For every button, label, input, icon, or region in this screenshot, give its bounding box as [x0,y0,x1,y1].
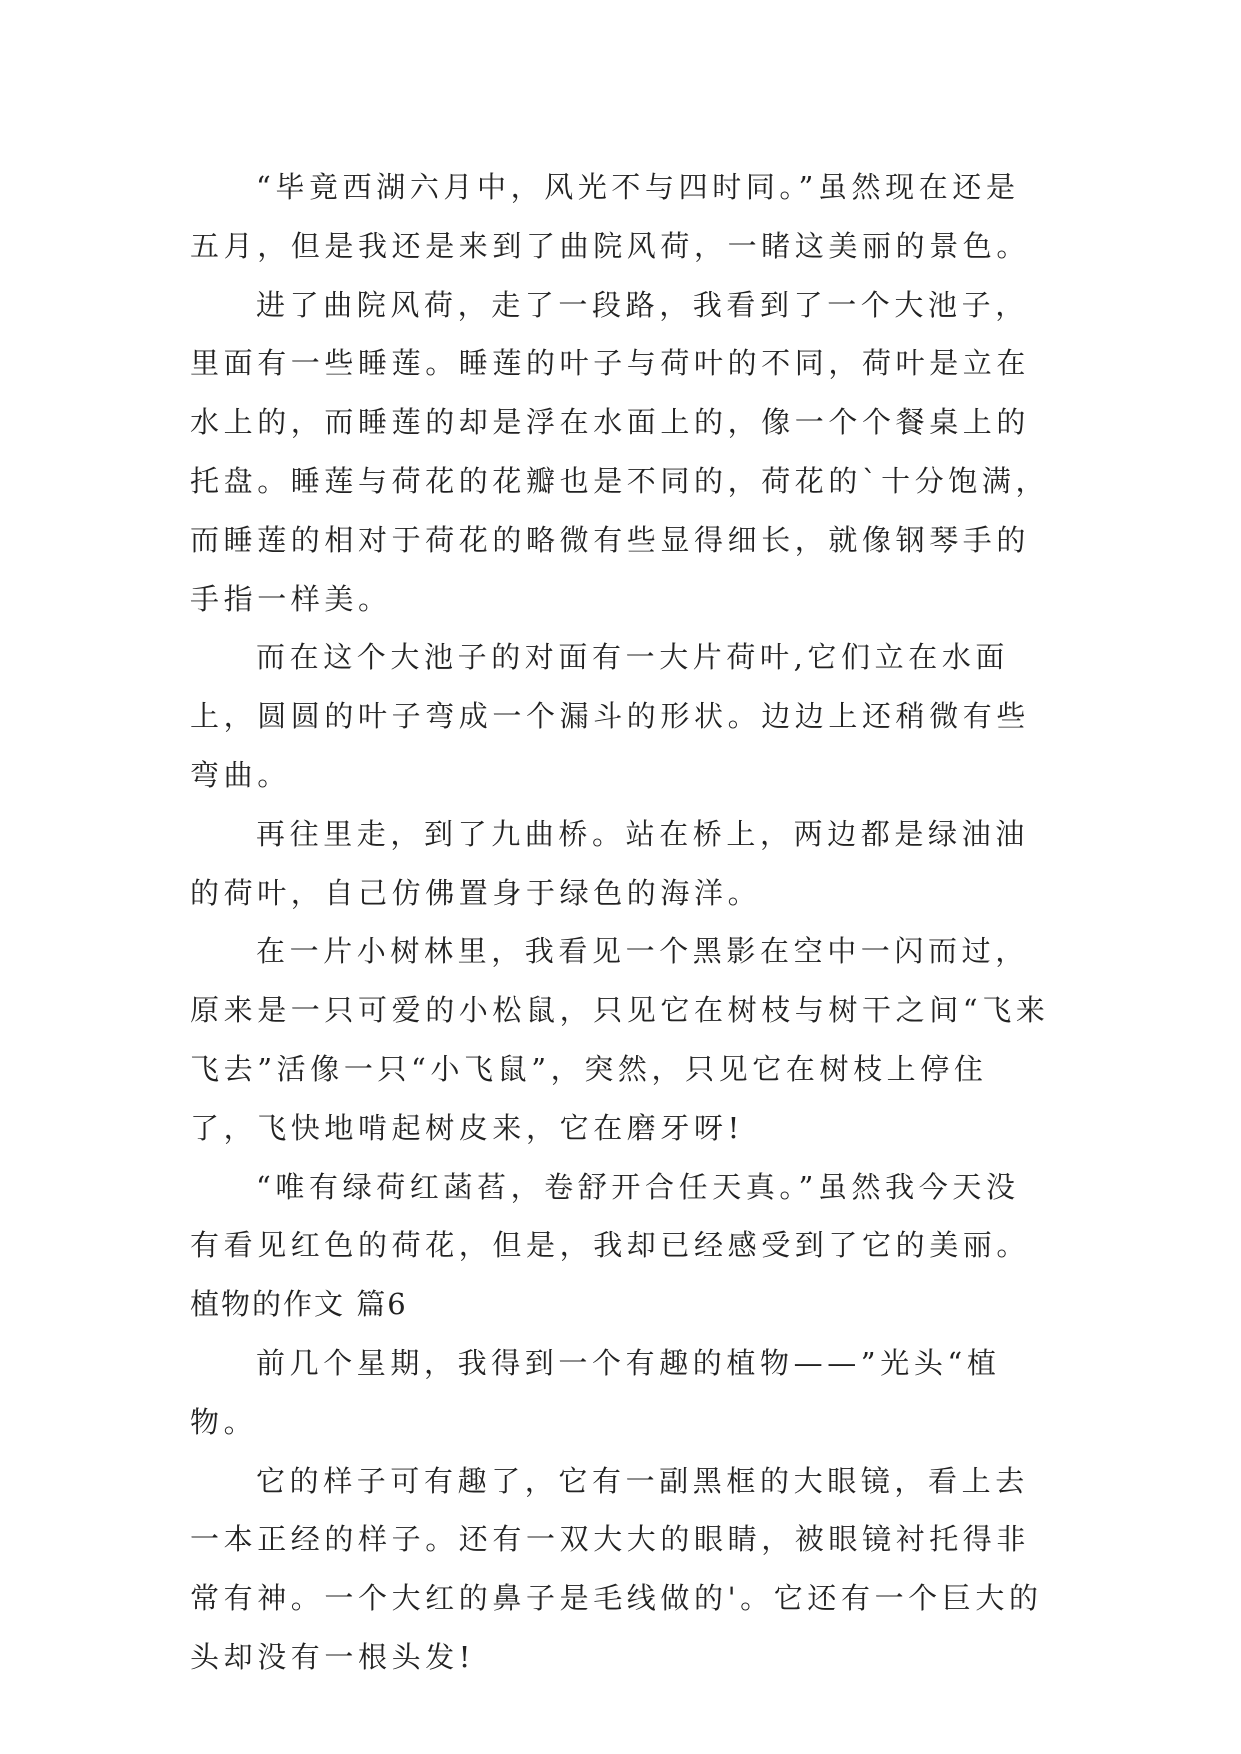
paragraph: 而在这个大池子的对面有一大片荷叶,它们立在水面上，圆圆的叶子弯成一个漏斗的形状。边边上还稍微有些弯曲。 [190,640,1031,792]
paragraph: “毕竟西湖六月中，风光不与四时同。”虽然现在还是五月，但是我还是来到了曲院风荷，一睹这美丽的景色。 [190,170,1031,263]
section-heading: 植物的作文 篇6 [190,1287,408,1322]
paragraph: 进了曲院风荷，走了一段路，我看到了一个大池子，里面有一些睡莲。睡莲的叶子与荷叶的不同，荷叶是立在水上的，而睡莲的却是浮在水面上的，像一个个餐桌上的托盘。睡莲与荷花的花瓣也是不同的，荷花的`十分饱满，而睡莲的相对于荷花的略微有些显得细长，就像钢琴手的手指一样美。 [190,287,1050,616]
paragraph: “唯有绿荷红菡萏，卷舒开合任天真。”虽然我今天没有看见红色的荷花，但是，我却已经感受到了它的美丽。 [190,1169,1031,1263]
paragraph: 前几个星期，我得到一个有趣的植物——”光头“植物。 [190,1345,1001,1439]
document-body [190,158,1050,1687]
paragraph: 再往里走，到了九曲桥。站在桥上，两边都是绿油油的荷叶，自己仿佛置身于绿色的海洋。 [190,816,1029,910]
paragraph: 它的样子可有趣了，它有一副黑框的大眼镜，看上去一本正经的样子。还有一双大大的眼睛，被眼镜衬托得非常有神。一个大红的鼻子是毛线做的'。它还有一个巨大的头却没有一根头发! [190,1463,1043,1674]
paragraph: 在一片小树林里，我看见一个黑影在空中一闪而过，原来是一只可爱的小松鼠，只见它在树枝与树干之间“飞来飞去”活像一只“小飞鼠”，突然，只见它在树枝上停住了，飞快地啃起树皮来，它在磨牙呀! [190,934,1050,1145]
